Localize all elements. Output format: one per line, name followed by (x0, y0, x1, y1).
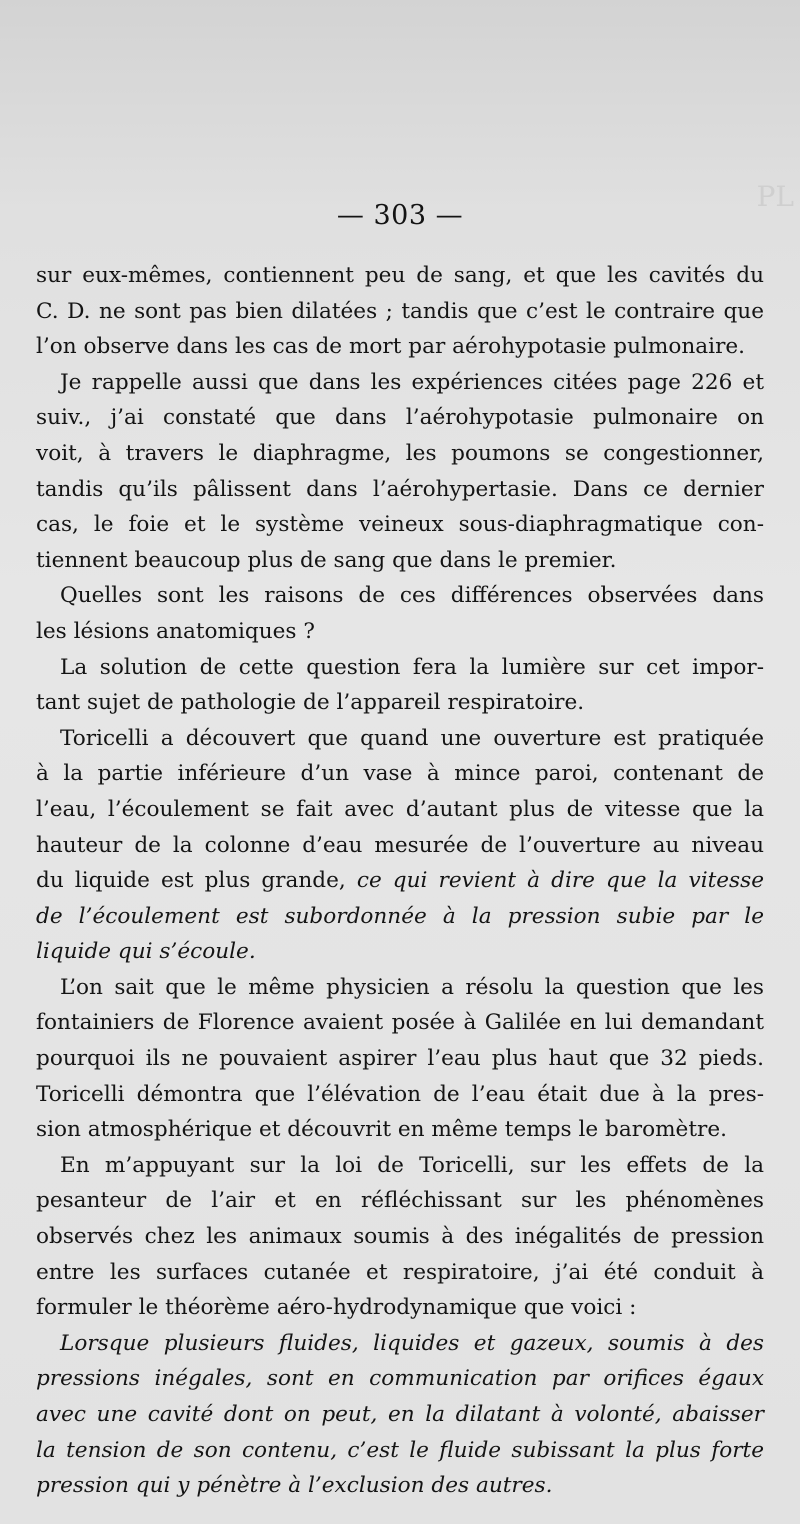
text-line-mixed (36, 863, 764, 899)
text-line: Quelles sont les raisons de ces différences observées dans (60, 583, 764, 609)
text-line: Je rappelle aussi que dans les expériences citées page 226 et (60, 369, 764, 395)
italic-line: pressions inégales, sont en communication par orifices égaux (36, 1366, 764, 1392)
text-line: fontainiers de Florence avaient posée à Galilée en lui demandant (36, 1010, 764, 1036)
paragraph-fontainiers (36, 970, 764, 1148)
bleed-through-mark: PL (756, 180, 794, 213)
text-line: En m’appuyant sur la loi de Toricelli, sur les effets de la (60, 1152, 764, 1178)
paragraph-theoreme-intro (36, 1148, 764, 1326)
text-line: Toricelli démontra que l’élévation de l’eau était due à la pres- (36, 1081, 764, 1107)
text-line: sion atmosphérique et découvrit en même temps le baromètre. (36, 1117, 727, 1143)
paragraph-continuation (36, 258, 764, 365)
text-line: les lésions anatomiques ? (36, 618, 315, 644)
text-line: La solution de cette question fera la lumière sur cet impor- (60, 654, 764, 680)
text-line: sur eux-mêmes, contiennent peu de sang, et que les cavités du (36, 263, 764, 288)
text-line: l’eau, l’écoulement se fait avec d’autant plus de vitesse que la (36, 796, 764, 822)
italic-line: de l’écoulement est subordonnée à la pression subie par le (36, 903, 764, 929)
body-text (36, 258, 764, 1504)
text-line: suiv., j’ai constaté que dans l’aérohypotasie pulmonaire on (36, 405, 764, 431)
paragraph-experiences (36, 365, 764, 579)
text-line: entre les surfaces cutanée et respiratoire, j’ai été conduit à (36, 1259, 764, 1285)
paragraph-solution (36, 650, 764, 721)
italic-line: Lorsque plusieurs fluides, liquides et gazeux, soumis à des (60, 1330, 764, 1356)
text-line: C. D. ne sont pas bien dilatées ; tandis que c’est le contraire que (36, 298, 764, 324)
roman-segment: du liquide est plus grande, (36, 868, 346, 894)
text-line: Toricelli a découvert que quand une ouverture est pratiquée (60, 725, 764, 751)
text-line: L’on sait que le même physicien a résolu la question que les (60, 974, 764, 1000)
paragraph-theoreme (36, 1326, 764, 1504)
text-line: cas, le foie et le système veineux sous-diaphragmatique con- (36, 512, 764, 538)
text-line: hauteur de la colonne d’eau mesurée de l’ouverture au niveau (36, 832, 764, 858)
text-line: tant sujet de pathologie de l’appareil respiratoire. (36, 690, 585, 716)
text-line: voit, à travers le diaphragme, les poumons se congestionner, (36, 440, 764, 466)
text-line: à la partie inférieure d’un vase à mince paroi, contenant de (36, 761, 764, 787)
page-number: — 303 — (336, 200, 464, 231)
text-line: tiennent beaucoup plus de sang que dans le premier. (36, 547, 617, 573)
italic-line: pression qui y pénètre à l’exclusion des autres. (36, 1473, 553, 1499)
paragraph-question (36, 578, 764, 649)
text-line: l’on observe dans les cas de mort par aérohypotasie pulmonaire. (36, 334, 746, 360)
paragraph-toricelli (36, 721, 764, 970)
italic-segment: ce qui revient à dire que la vitesse (345, 868, 764, 894)
text-line: pourquoi ils ne pouvaient aspirer l’eau plus haut que 32 pieds. (36, 1046, 764, 1072)
italic-line: la tension de son contenu, c’est le fluide subissant la plus forte (36, 1437, 764, 1463)
italic-line: avec une cavité dont on peut, en la dilatant à volonté, abaisser (36, 1402, 764, 1427)
text-line: formuler le théorème aéro-hydrodynamique que voici : (36, 1295, 637, 1321)
text-line: tandis qu’ils pâlissent dans l’aérohypertasie. Dans ce dernier (36, 476, 764, 502)
text-line: pesanteur de l’air et en réfléchissant sur les phénomènes (36, 1188, 764, 1214)
text-line: observés chez les animaux soumis à des inégalités de pression (36, 1224, 764, 1250)
italic-line: liquide qui s’écoule. (36, 939, 256, 965)
